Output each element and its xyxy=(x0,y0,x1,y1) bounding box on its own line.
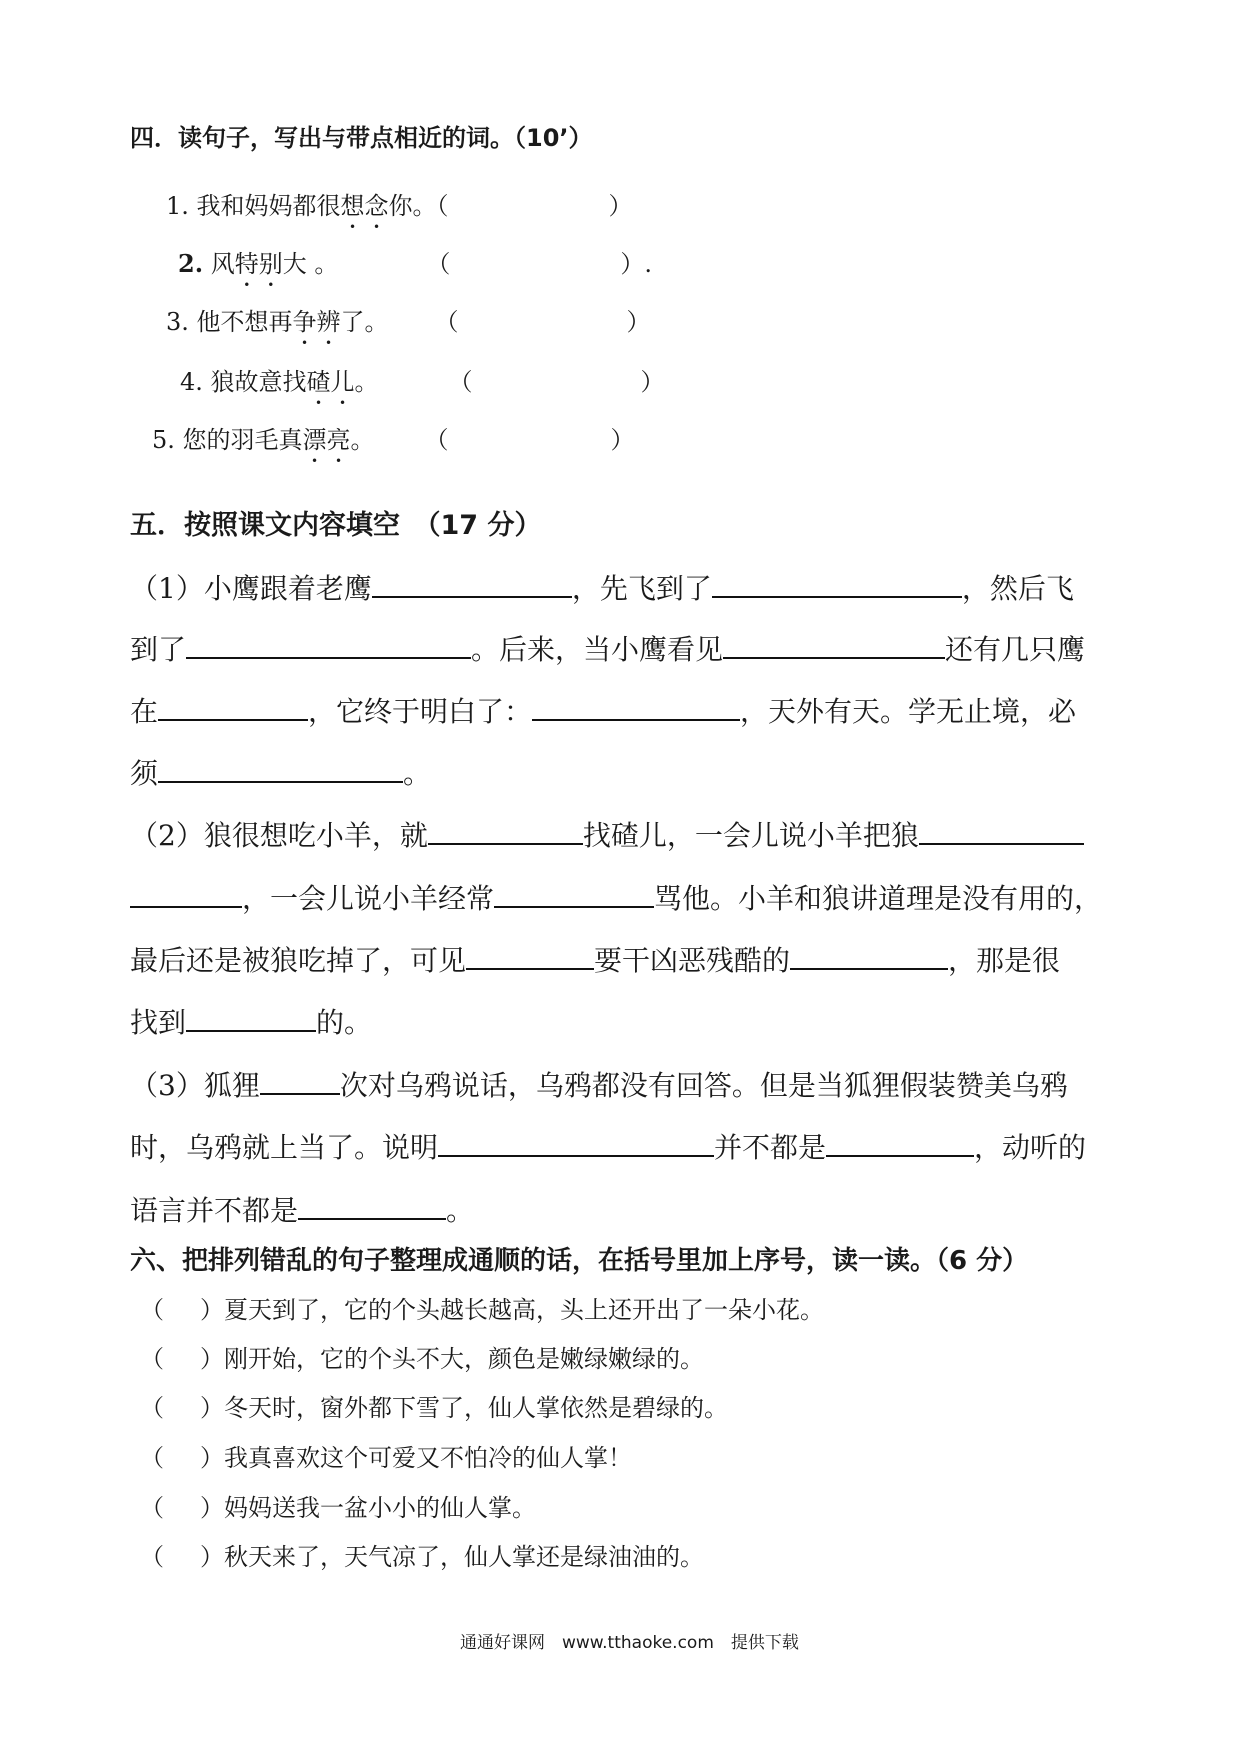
sentence-text: 妈妈送我一盆小小的仙人掌。 xyxy=(224,1494,536,1522)
fill-blank[interactable] xyxy=(438,1154,714,1157)
answer-close: ） xyxy=(640,368,665,396)
order-open[interactable]: （ xyxy=(140,1494,164,1522)
answer-open[interactable]: （ xyxy=(448,368,473,396)
item-number: 3. xyxy=(166,308,189,336)
s5-line-2 xyxy=(130,628,1085,668)
answer-open[interactable]: （ xyxy=(426,250,451,278)
fill-blank[interactable] xyxy=(790,967,948,970)
sentence-text: 夏天到了，它的个头越长越高，头上还开出了一朵小花。 xyxy=(224,1296,824,1324)
fill-text: 找碴儿，一会儿说小羊把狼 xyxy=(582,819,919,852)
fill-text: ，先飞到了 xyxy=(571,572,712,605)
fill-text: 须 xyxy=(130,757,159,790)
fill-text: 最后还是被狼吃掉了，可见 xyxy=(130,944,467,977)
s5-line-10 xyxy=(130,1126,1086,1166)
s4-item-2 xyxy=(178,244,652,292)
s4-item-1 xyxy=(166,186,633,234)
fill-blank[interactable] xyxy=(826,1154,974,1157)
item-text: 他不想再 xyxy=(196,308,293,336)
fill-blank[interactable] xyxy=(494,905,654,908)
footer-credit: 通通好课网 www.tthaoke.com 提供下载 xyxy=(460,1633,799,1653)
dotted-word: 想念 xyxy=(340,192,389,220)
item-number: 4. xyxy=(180,368,203,396)
order-open[interactable]: （ xyxy=(140,1296,164,1324)
fill-blank[interactable] xyxy=(712,595,962,598)
fill-blank[interactable] xyxy=(919,842,1084,845)
fill-blank[interactable] xyxy=(466,967,594,970)
answer-open[interactable]: （ xyxy=(434,308,459,336)
sentence-text: 冬天时，窗外都下雪了，仙人掌依然是碧绿的。 xyxy=(224,1394,728,1422)
fill-text: ，然后飞 xyxy=(961,572,1074,605)
fill-text: ，一会儿说小羊经常 xyxy=(242,882,495,915)
s5-line-8 xyxy=(130,1001,372,1041)
s6-item-6 xyxy=(140,1537,704,1572)
fill-text: （1）小鹰跟着老鹰 xyxy=(130,572,372,605)
answer-close: ） xyxy=(626,308,651,336)
s6-item-3 xyxy=(140,1388,728,1423)
fill-blank[interactable] xyxy=(372,595,572,598)
order-open[interactable]: （ xyxy=(140,1444,164,1472)
item-text: 风 xyxy=(210,250,235,278)
s6-item-2 xyxy=(140,1339,704,1374)
fill-blank[interactable] xyxy=(428,842,583,845)
s4-item-4 xyxy=(180,362,665,410)
order-close: ） xyxy=(200,1345,224,1373)
s5-line-4 xyxy=(130,752,431,792)
fill-text: 到了 xyxy=(130,633,187,666)
fill-text: 找到 xyxy=(130,1006,187,1039)
item-text: 了。 xyxy=(340,308,389,336)
answer-close: ）. xyxy=(620,250,652,278)
fill-text: （2）狼很想吃小羊，就 xyxy=(130,819,428,852)
item-text: 您的羽毛真 xyxy=(182,426,303,454)
fill-text: 还有几只鹰 xyxy=(945,633,1086,666)
order-open[interactable]: （ xyxy=(140,1345,164,1373)
s5-line-6 xyxy=(130,877,1102,917)
answer-open[interactable]: （ xyxy=(436,192,449,220)
item-number: 2. xyxy=(178,249,204,278)
fill-text: ，动听的 xyxy=(974,1131,1087,1164)
fill-blank[interactable] xyxy=(130,905,242,908)
dotted-word: 争辨 xyxy=(292,308,341,336)
fill-blank[interactable] xyxy=(260,1092,340,1095)
s6-item-5 xyxy=(140,1488,536,1523)
fill-text: 。后来，当小鹰看见 xyxy=(471,633,724,666)
order-close: ） xyxy=(200,1296,224,1324)
sentence-text: 我真喜欢这个可爱又不怕冷的仙人掌！ xyxy=(224,1444,632,1472)
order-close: ） xyxy=(200,1444,224,1472)
fill-blank[interactable] xyxy=(298,1217,446,1220)
s6-item-1 xyxy=(140,1290,824,1325)
fill-blank[interactable] xyxy=(158,718,308,721)
s5-line-3 xyxy=(130,690,1076,730)
order-close: ） xyxy=(200,1394,224,1422)
fill-blank[interactable] xyxy=(186,656,471,659)
fill-text: 在 xyxy=(130,695,159,728)
order-close: ） xyxy=(200,1494,224,1522)
section-4-title: 四．读句子，写出与带点相近的词。（10’） xyxy=(130,124,593,152)
s5-line-1 xyxy=(130,567,1074,607)
dotted-word: 特别 xyxy=(234,250,283,278)
item-number: 1. xyxy=(166,192,189,220)
item-text: 。 xyxy=(354,368,379,396)
item-text: 你。 xyxy=(388,192,437,220)
fill-blank[interactable] xyxy=(723,656,945,659)
s4-item-3 xyxy=(166,302,651,350)
fill-text: 要干凶恶残酷的 xyxy=(594,944,791,977)
answer-close: ） xyxy=(608,192,633,220)
item-text: 。 xyxy=(350,426,375,454)
s5-line-5 xyxy=(130,814,1084,854)
s6-item-4 xyxy=(140,1438,632,1473)
s4-item-5 xyxy=(152,420,635,468)
fill-text: 次对乌鸦说话，乌鸦都没有回答。但是当狐狸假装赞美乌鸦 xyxy=(339,1069,1068,1102)
section-5-title: 五．按照课文内容填空 （17 分） xyxy=(130,510,542,541)
dotted-word: 碴儿 xyxy=(306,368,355,396)
fill-text: 时，乌鸦就上当了。说明 xyxy=(130,1131,439,1164)
item-number: 5. xyxy=(152,426,175,454)
fill-text: 。 xyxy=(403,757,432,790)
answer-open[interactable]: （ xyxy=(424,426,449,454)
fill-blank[interactable] xyxy=(158,780,403,783)
item-text: 我和妈妈都很 xyxy=(196,192,341,220)
order-open[interactable]: （ xyxy=(140,1394,164,1422)
fill-text: 的。 xyxy=(316,1006,373,1039)
fill-text: 。 xyxy=(446,1194,475,1227)
fill-blank[interactable] xyxy=(186,1029,316,1032)
fill-text: 语言并不都是 xyxy=(130,1194,299,1227)
fill-text: ，那是很 xyxy=(948,944,1061,977)
fill-text: 骂他。小羊和狼讲道理是没有用的， xyxy=(654,882,1103,915)
fill-text: ，天外有天。学无止境，必 xyxy=(740,695,1077,728)
fill-text: 并不都是 xyxy=(714,1131,827,1164)
order-close: ） xyxy=(200,1543,224,1571)
dotted-word: 漂亮 xyxy=(302,426,351,454)
fill-text: （3）狐狸 xyxy=(130,1069,260,1102)
fill-text: ，它终于明白了： xyxy=(308,695,533,728)
s5-line-9 xyxy=(130,1064,1068,1104)
s5-line-11 xyxy=(130,1189,474,1229)
order-open[interactable]: （ xyxy=(140,1543,164,1571)
section-6-title: 六、把排列错乱的句子整理成通顺的话，在括号里加上序号，读一读。（6 分） xyxy=(130,1246,1029,1276)
sentence-text: 刚开始，它的个头不大，颜色是嫩绿嫩绿的。 xyxy=(224,1345,704,1373)
answer-close: ） xyxy=(610,426,635,454)
fill-blank[interactable] xyxy=(532,718,740,721)
sentence-text: 秋天来了，天气凉了，仙人掌还是绿油油的。 xyxy=(224,1543,704,1571)
s5-line-7 xyxy=(130,939,1060,979)
item-text: 狼故意找 xyxy=(210,368,307,396)
item-text: 大 。 xyxy=(282,250,339,278)
